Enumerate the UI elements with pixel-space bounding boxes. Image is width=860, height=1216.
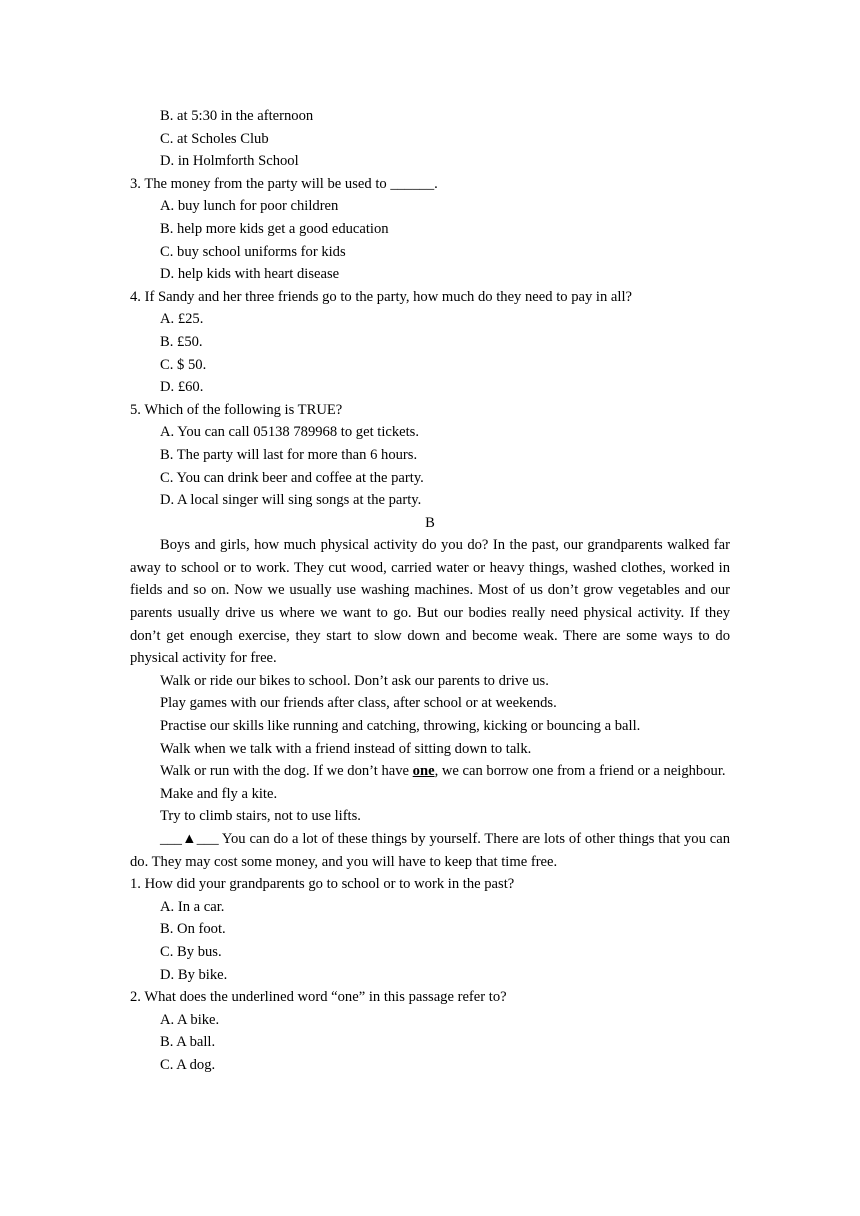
option: B. A ball. <box>160 1034 216 1051</box>
tip-line: Play games with our friends after class, after school or at weekends. <box>160 695 557 712</box>
option: D. A local singer will sing songs at the party. <box>160 492 422 509</box>
option: C. buy school uniforms for kids <box>160 243 346 260</box>
option: A. In a car. <box>160 898 225 915</box>
option: C. By bus. <box>160 943 222 960</box>
tip-line: Walk when we talk with a friend instead of sitting down to talk. <box>160 740 532 757</box>
option: D. By bike. <box>160 966 228 983</box>
tip-line: Try to climb stairs, not to use lifts. <box>160 808 361 825</box>
option: A. A bike. <box>160 1011 220 1028</box>
option: B. help more kids get a good education <box>160 220 389 237</box>
intro-paragraph: Boys and girls, how much physical activity do you do? In the past, our grandparents walked far away to school or to work. They cut wood, carried water or heavy things, washed clothes, worked in fields and so on. Now we usually use washing machines. Most of us don’t grow vegetables and our parents usually drive us where we want to go. But our bodies really need physical activity. If they don’t get enough exercise, they start to slow down and become weak. There are some ways to do physical activity for free. <box>130 537 730 667</box>
section-heading: B <box>425 514 435 531</box>
option: B. £50. <box>160 333 203 350</box>
option: A. £25. <box>160 311 204 328</box>
dog-tip-paragraph <box>130 760 730 783</box>
question-4: 4. If Sandy and her three friends go to the party, how much do they need to pay in all? <box>130 288 632 305</box>
option: D. £60. <box>160 379 204 396</box>
tip-line: Practise our skills like running and catching, throwing, kicking or bouncing a ball. <box>160 718 641 735</box>
question-2: 2. What does the underlined word “one” in this passage refer to? <box>130 989 507 1006</box>
option: D. help kids with heart disease <box>160 266 340 283</box>
option: C. at Scholes Club <box>160 130 269 147</box>
question-3: 3. The money from the party will be used to ______. <box>130 175 438 192</box>
question-1: 1. How did your grandparents go to school or to work in the past? <box>130 876 515 893</box>
option: B. The party will last for more than 6 hours. <box>160 446 418 463</box>
option: C. You can drink beer and coffee at the party. <box>160 469 424 486</box>
blank-paragraph: ___▲___ You can do a lot of these things by yourself. There are lots of other things that you can do. They may cost some money, and you will have to keep that time free. <box>130 831 730 870</box>
dog-tip-text: , we can borrow one from a friend or a neighbour. <box>434 763 726 780</box>
dog-tip-text: Walk or run with the dog. If we don’t have <box>160 763 413 780</box>
document-content <box>130 105 730 1077</box>
option: C. A dog. <box>160 1056 216 1073</box>
option: B. On foot. <box>160 921 226 938</box>
option: C. $ 50. <box>160 356 207 373</box>
question-5: 5. Which of the following is TRUE? <box>130 401 343 418</box>
underlined-word: one <box>412 763 435 780</box>
option: B. at 5:30 in the afternoon <box>160 108 314 124</box>
tip-line: Walk or ride our bikes to school. Don’t ask our parents to drive us. <box>160 672 549 689</box>
option: A. buy lunch for poor children <box>160 198 339 215</box>
tip-line: Make and fly a kite. <box>160 785 278 802</box>
option: D. in Holmforth School <box>160 153 299 170</box>
option: A. You can call 05138 789968 to get tickets. <box>160 424 420 441</box>
